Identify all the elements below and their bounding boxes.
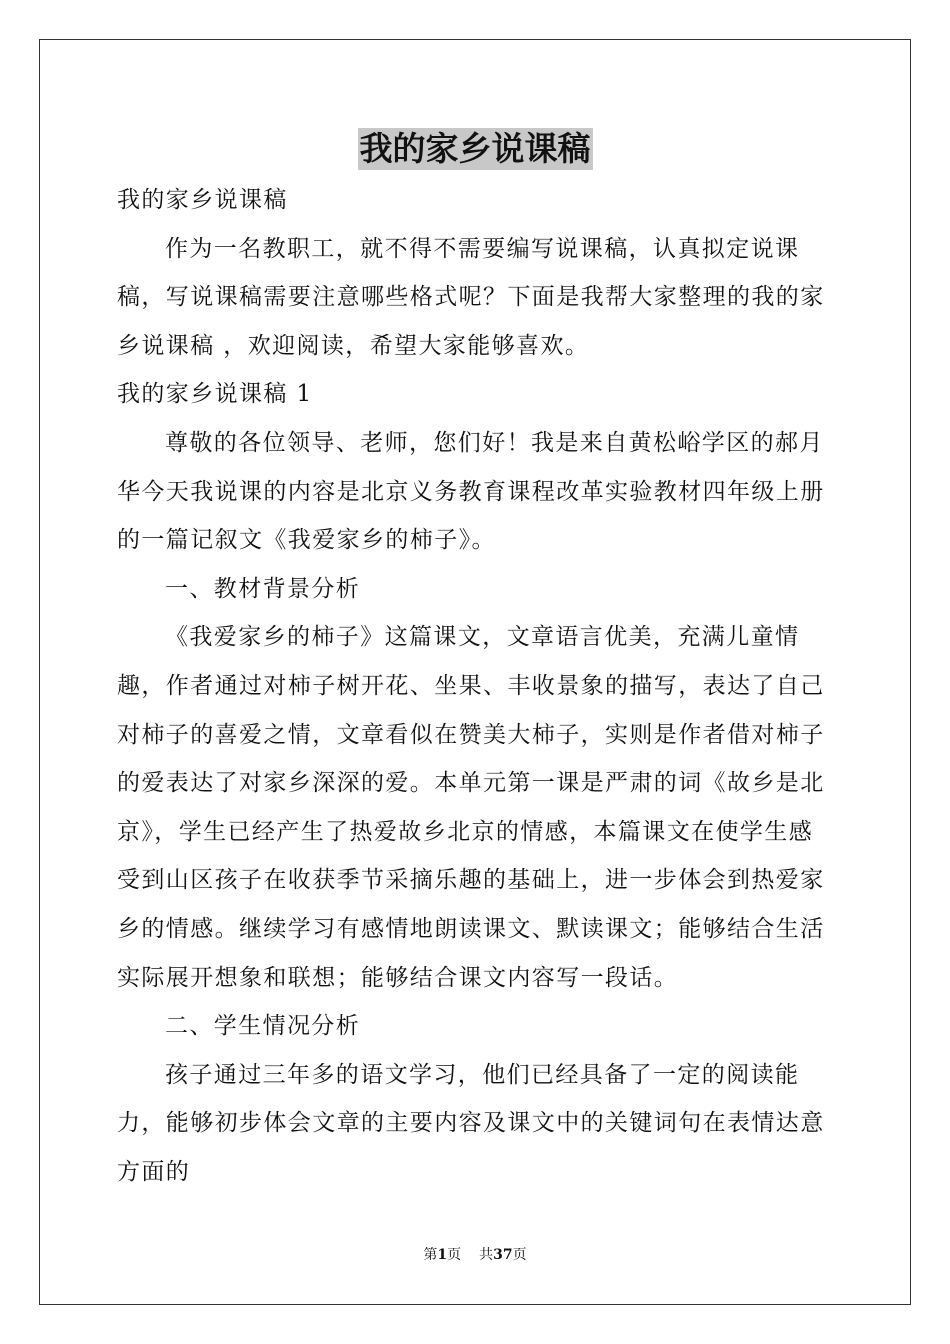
- page-footer: [0, 1245, 950, 1265]
- paragraph: 尊敬的各位领导、老师，您们好！我是来自黄松峪学区的郝月华今天我说课的内容是北京义务教育课程改革实验教材四年级上册的一篇记叙文《我爱家乡的柿子》。: [117, 429, 825, 554]
- title-container: [0, 128, 950, 170]
- document-body: [117, 176, 833, 1196]
- page-title: 我的家乡说课稿: [359, 129, 591, 168]
- page-number: 1: [437, 1247, 448, 1263]
- page-prefix: 第: [423, 1247, 438, 1263]
- paragraph: 我的家乡说课稿: [117, 187, 288, 213]
- section-heading: 二、学生情况分析: [165, 1013, 361, 1040]
- paragraph: 作为一名教职工，就不得不需要编写说课稿，认真拟定说课稿，写说课稿需要注意哪些格式呢？下面是我帮大家整理的我的家乡说课稿 ，欢迎阅读，希望大家能够喜欢。: [117, 235, 825, 359]
- paragraph: 孩子通过三年多的语文学习，他们已经具备了一定的阅读能力，能够初步体会文章的主要内容及课文中的关键词句在表情达意方面的: [117, 1061, 825, 1185]
- total-suffix: 页: [512, 1247, 527, 1263]
- section-heading: 一、教材背景分析: [165, 575, 361, 602]
- page-suffix: 页: [447, 1247, 462, 1263]
- total-pages: 37: [493, 1247, 513, 1263]
- paragraph: 《我爱家乡的柿子》这篇课文，文章语言优美，充满儿童情趣，作者通过对柿子树开花、坐果、丰收景象的描写，表达了自己对柿子的喜爱之情，文章看似在赞美大柿子，实则是作者借对柿子的爱表达了对家乡深深的爱。本单元第一课是严肃的词《故乡是北京》，学生已经产生了热爱故乡北京的情感，本篇课文在使学生感受到山区孩子在收获季节采摘乐趣的基础上，进一步体会到热爱家乡的情感。继续学习有感情地朗读课文、默读课文；能够结合生活实际展开想象和联想；能够结合课文内容写一段话。: [117, 624, 825, 991]
- total-prefix: 共: [479, 1247, 494, 1263]
- paragraph: 我的家乡说课稿 1: [117, 381, 313, 408]
